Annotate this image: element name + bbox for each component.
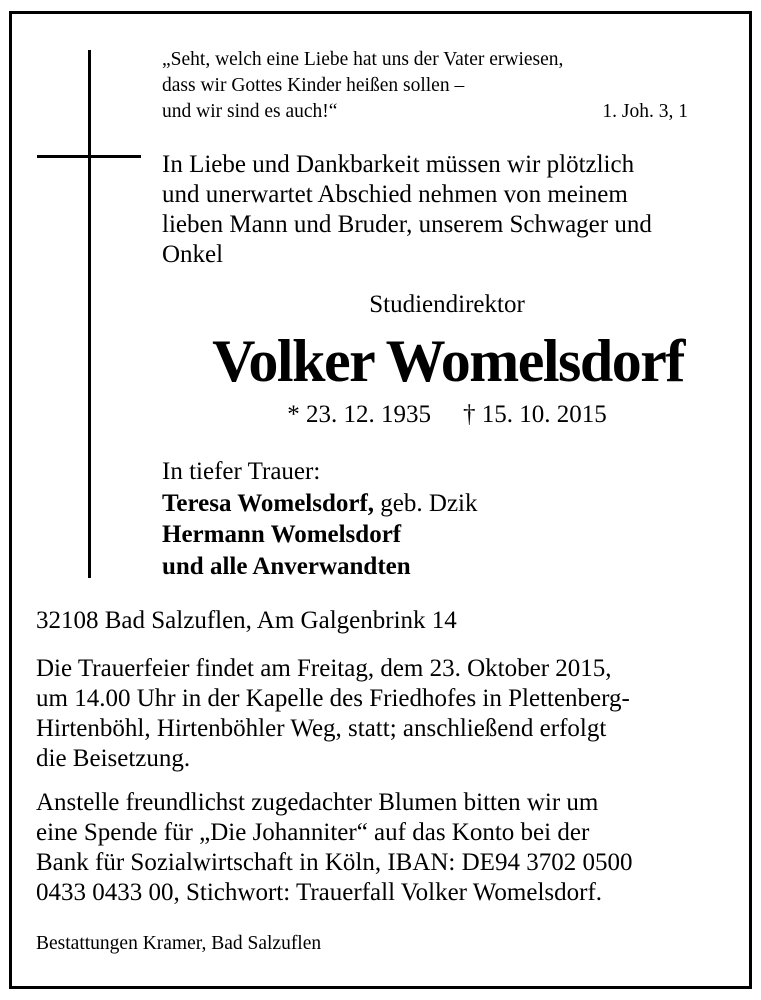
cross-icon-vertical <box>88 50 91 578</box>
donation-line: Bank für Sozialwirtschaft in Köln, IBAN: DE94 3702 0500 <box>36 849 633 876</box>
mourners-block <box>162 456 478 582</box>
donation-line: 0433 0433 00, Stichwort: Trauerfall Volker Womelsdorf. <box>36 879 603 906</box>
ceremony-line: um 14.00 Uhr in der Kapelle des Friedhofes in Plettenberg- <box>36 685 630 712</box>
intro-line: In Liebe und Dankbarkeit müssen wir plötzlich <box>162 151 635 178</box>
mourner-relatives: und alle Anverwandten <box>162 552 411 580</box>
donation-line: eine Spende für „Die Johanniter“ auf das Konto bei der <box>36 819 590 846</box>
undertaker: Bestattungen Kramer, Bad Salzuflen <box>36 933 322 954</box>
ceremony-line: Hirtenböhl, Hirtenböhler Weg, statt; anschließend erfolgt <box>36 715 607 742</box>
death-date: † 15. 10. 2015 <box>463 401 607 428</box>
mourner-maiden-name: geb. Dzik <box>374 489 478 517</box>
verse-line: und wir sind es auch!“ <box>162 101 338 122</box>
donation-line: Anstelle freundlichst zugedachter Blumen bitten wir um <box>36 789 599 816</box>
deceased-name: Volker Womelsdorf <box>212 328 684 394</box>
verse-line: dass wir Gottes Kinder heißen sollen – <box>162 75 465 96</box>
ceremony-line: die Beisetzung. <box>36 745 191 772</box>
verse-line: „Seht, welch eine Liebe hat uns der Vater erwiesen, <box>162 49 564 70</box>
verse-reference: 1. Joh. 3, 1 <box>602 101 688 122</box>
ceremony-line: Die Trauerfeier findet am Freitag, dem 23. Oktober 2015, <box>36 655 612 682</box>
intro-line: Onkel <box>162 241 224 268</box>
cross-icon-horizontal <box>37 155 141 158</box>
donation-info <box>36 788 632 908</box>
deceased-title: Studiendirektor <box>369 291 525 318</box>
bible-verse <box>162 47 692 125</box>
intro-text <box>162 150 732 270</box>
intro-line: lieben Mann und Bruder, unserem Schwager und <box>162 211 652 238</box>
mourner-name: Teresa Womelsdorf, <box>162 489 375 517</box>
mourner-name: Hermann Womelsdorf <box>162 521 402 548</box>
birth-date: * 23. 12. 1935 <box>287 401 431 428</box>
life-dates <box>162 400 732 430</box>
family-address: 32108 Bad Salzuflen, Am Galgenbrink 14 <box>36 607 457 634</box>
intro-line: und unerwartet Abschied nehmen von meinem <box>162 181 628 208</box>
ceremony-info <box>36 654 630 774</box>
mourners-heading: In tiefer Trauer: <box>162 458 321 485</box>
